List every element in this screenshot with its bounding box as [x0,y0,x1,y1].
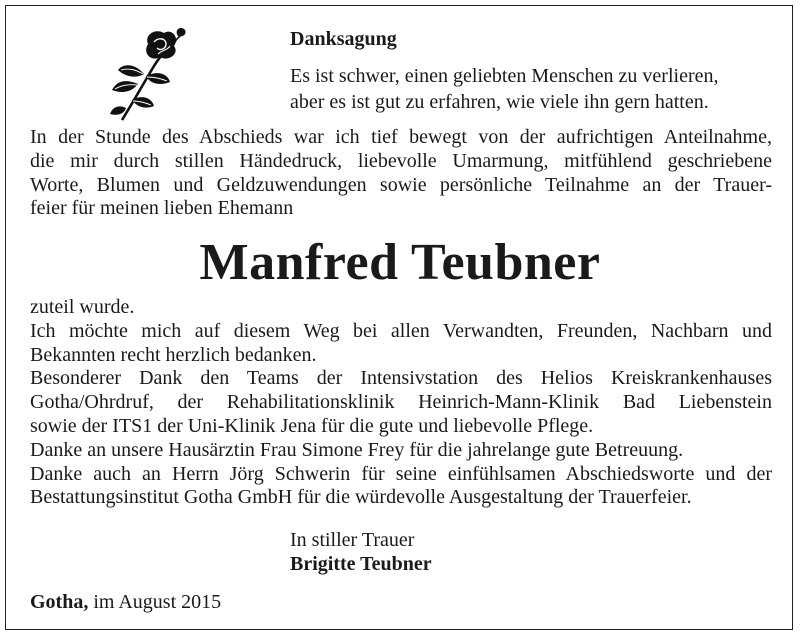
deceased-name: Manfred Teubner [199,234,601,291]
thanks-line: Besonderer Dank den Teams der Intensivstation des Helios Kreiskrankenhauses [30,367,772,390]
mourning-phrase: In stiller Trauer [290,529,415,551]
verse-line: aber es ist gut zu erfahren, wie viele ihn gern hatten. [290,91,709,113]
intro-paragraph [30,126,772,221]
thanks-line: Bekannten recht herzlich bedanken. [30,343,317,366]
thanks-line: Danke an unsere Hausärztin Frau Simone Frey für die jahrelange gute Betreuung. [30,438,684,461]
verse-quote [290,63,719,115]
thanks-paragraph [30,296,772,510]
intro-line: In der Stunde des Abschieds war ich tief bewegt von der aufrichtigen Anteilnahme, [30,126,772,148]
rose-icon [110,24,192,124]
intro-line: feier für meinen lieben Ehemann [30,197,294,220]
place-date [30,590,221,614]
intro-line: die mir durch stillen Händedruck, liebevolle Umarmung, mitfühlend geschriebene [30,149,772,172]
notice-heading: Danksagung [290,28,397,50]
signature-block [290,528,432,576]
verse-line: Es ist schwer, einen geliebten Menschen zu verlieren, [290,65,719,87]
thanks-line: Ich möchte mich auf diesem Weg bei allen Verwandten, Freunden, Nachbarn und [30,319,772,342]
thanks-line: zuteil wurde. [30,296,135,318]
intro-line: Worte, Blumen und Geldzuwendungen sowie persönliche Teilnahme an der Trauer- [30,173,772,196]
thanks-line: Danke auch an Herrn Jörg Schwerin für seine einfühlsamen Abschiedsworte und der [30,462,772,485]
thanks-line: Bestattungsinstitut Gotha GmbH für die würdevolle Ausgestaltung der Trauerfeier. [30,486,692,509]
notice-date: im August 2015 [93,591,222,613]
thanks-line: sowie der ITS1 der Uni-Klinik Jena für die gute und liebevolle Pflege. [30,414,594,437]
signature-name: Brigitte Teubner [290,553,432,575]
city-name: Gotha, [30,591,89,613]
thanks-line: Gotha/Ohrdruf, der Rehabilitationsklinik Heinrich-Mann-Klinik Bad Liebenstein [30,391,772,414]
